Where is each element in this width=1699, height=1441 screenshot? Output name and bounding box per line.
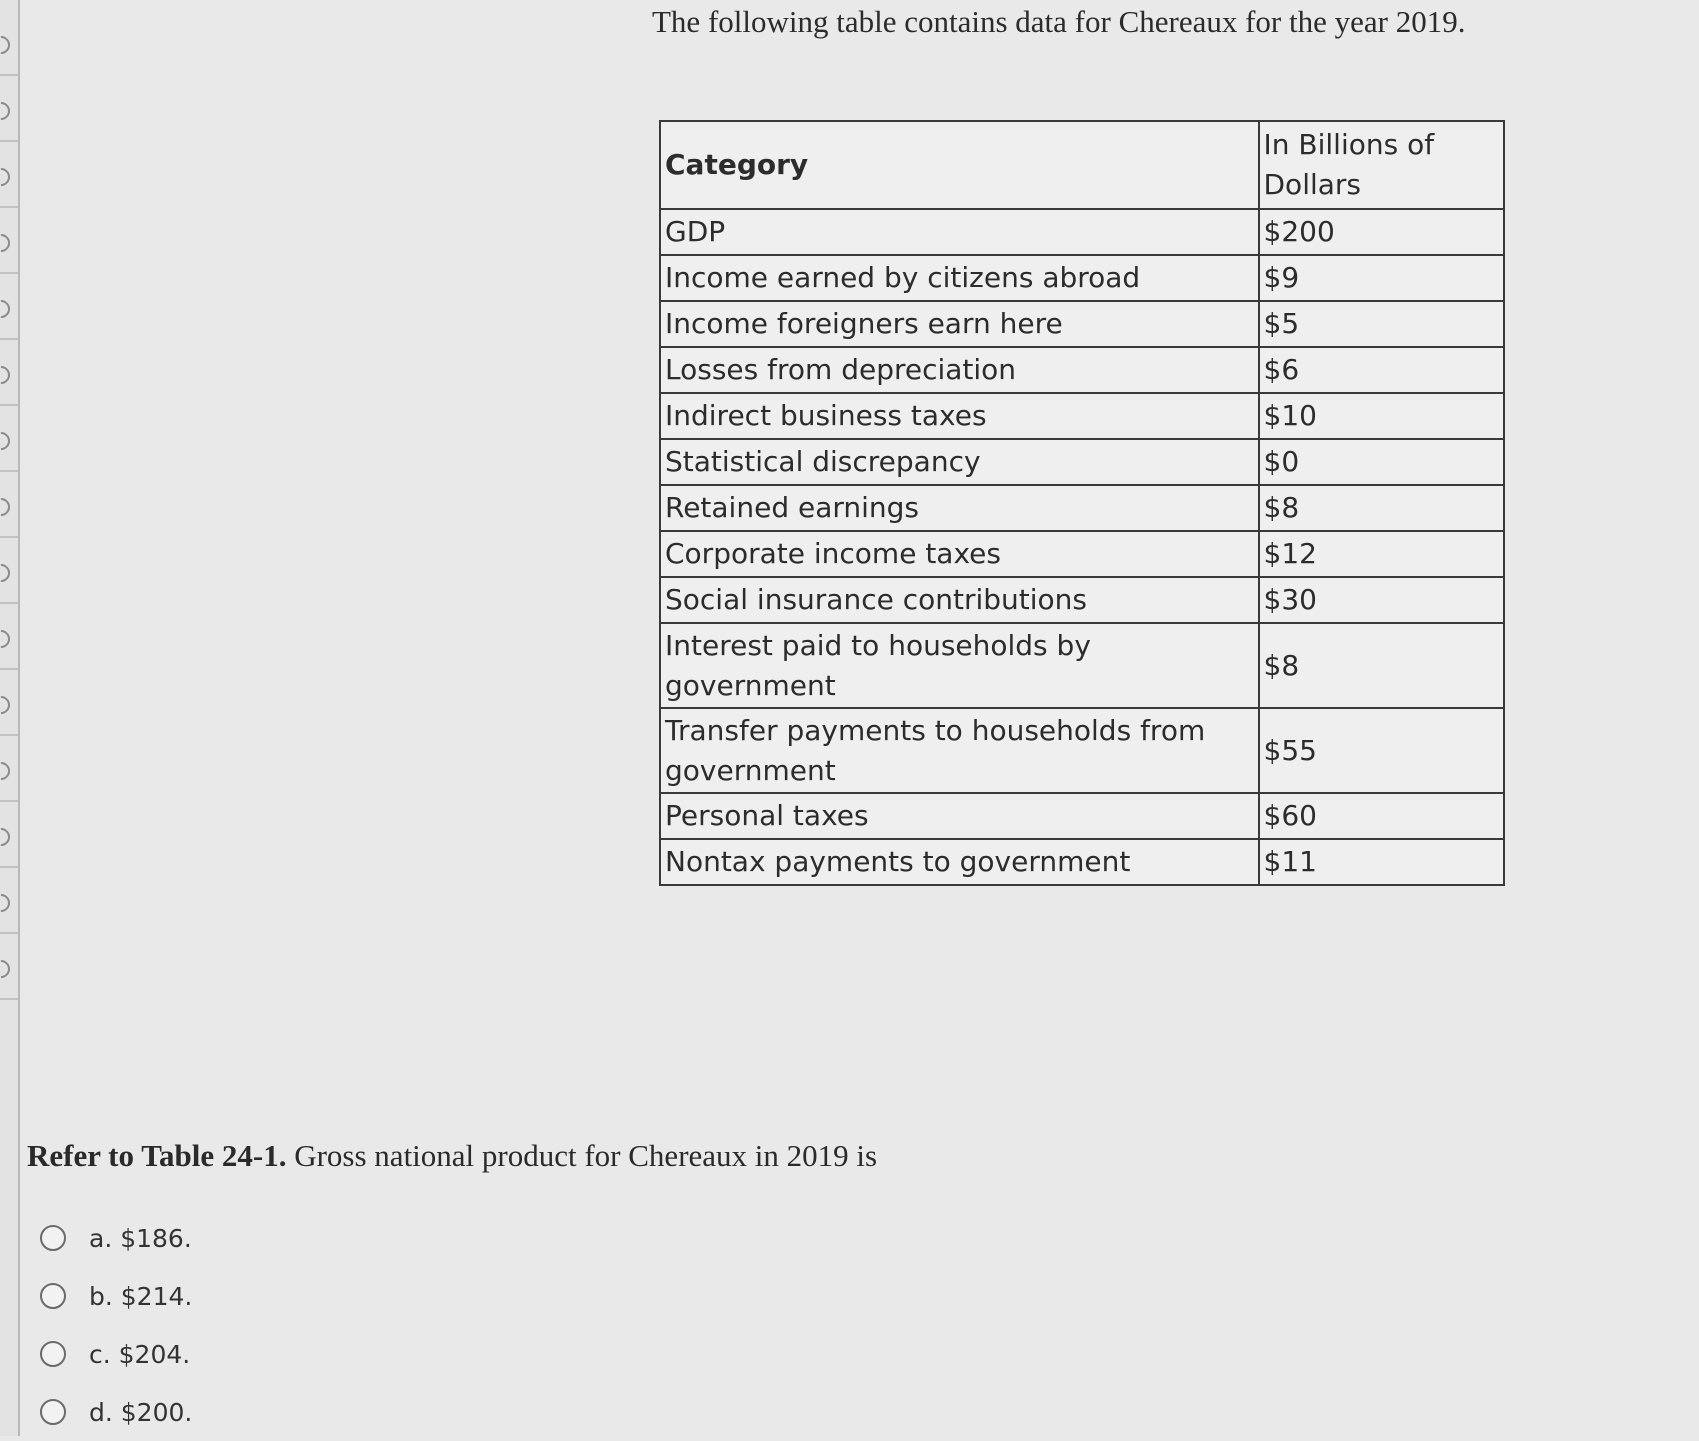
rail-divider	[0, 602, 18, 604]
category-header: Category	[660, 121, 1259, 209]
answer-option-c[interactable]	[40, 1325, 192, 1383]
nav-chevron-icon[interactable]	[0, 890, 14, 915]
value-cell: $6	[1259, 347, 1505, 393]
table-row	[660, 485, 1504, 531]
rail-divider	[0, 536, 18, 538]
nav-chevron-icon[interactable]	[0, 758, 14, 783]
rail-divider	[0, 338, 18, 340]
table-row	[660, 209, 1504, 255]
table-row	[660, 623, 1504, 708]
answer-option-a[interactable]	[40, 1209, 192, 1267]
radio-button-icon[interactable]	[40, 1399, 66, 1425]
answer-option-d[interactable]	[40, 1383, 192, 1441]
nav-chevron-icon[interactable]	[0, 824, 14, 849]
rail-divider	[0, 206, 18, 208]
nav-chevron-icon[interactable]	[0, 428, 14, 453]
value-cell: $8	[1259, 485, 1505, 531]
rail-divider	[0, 470, 18, 472]
nav-chevron-icon[interactable]	[0, 560, 14, 585]
value-cell: $5	[1259, 301, 1505, 347]
radio-button-icon[interactable]	[40, 1341, 66, 1367]
answer-option-label[interactable]: d. $200.	[89, 1397, 193, 1427]
table-row	[660, 577, 1504, 623]
value-cell: $9	[1259, 255, 1505, 301]
left-rail	[0, 0, 20, 1436]
nav-chevron-icon[interactable]	[0, 164, 14, 189]
radio-button-icon[interactable]	[40, 1283, 66, 1309]
category-cell: Income foreigners earn here	[660, 301, 1259, 347]
value-cell: $0	[1259, 439, 1505, 485]
category-cell: Nontax payments to government	[660, 839, 1259, 885]
nav-chevron-icon[interactable]	[0, 362, 14, 387]
category-cell: Income earned by citizens abroad	[660, 255, 1259, 301]
table-row	[660, 531, 1504, 577]
nav-chevron-icon[interactable]	[0, 692, 14, 717]
nav-chevron-icon[interactable]	[0, 32, 14, 57]
rail-divider	[0, 272, 18, 274]
question-body: Gross national product for Chereaux in 2019 is	[286, 1138, 878, 1173]
question-reference: Refer to Table 24-1.	[27, 1138, 287, 1173]
table-row	[660, 393, 1504, 439]
answer-option-label[interactable]: c. $204.	[89, 1339, 191, 1369]
data-table	[659, 120, 1505, 886]
value-cell: $10	[1259, 393, 1505, 439]
table-row	[660, 793, 1504, 839]
rail-divider	[0, 800, 18, 802]
value-cell: $12	[1259, 531, 1505, 577]
table-header-row	[660, 121, 1504, 209]
intro-text: The following table contains data for Chereaux for the year 2019.	[652, 4, 1466, 39]
value-cell: $60	[1259, 793, 1505, 839]
category-cell: GDP	[660, 209, 1259, 255]
answer-option-label[interactable]: b. $214.	[89, 1281, 193, 1311]
value-cell: $30	[1259, 577, 1505, 623]
category-cell: Interest paid to households by government	[660, 623, 1259, 708]
nav-chevron-icon[interactable]	[0, 296, 14, 321]
category-cell: Corporate income taxes	[660, 531, 1259, 577]
rail-divider	[0, 734, 18, 736]
category-cell: Statistical discrepancy	[660, 439, 1259, 485]
value-cell: $55	[1259, 708, 1505, 793]
answer-option-b[interactable]	[40, 1267, 192, 1325]
radio-button-icon[interactable]	[40, 1225, 66, 1251]
table-row	[660, 439, 1504, 485]
value-header: In Billions of Dollars	[1259, 121, 1505, 209]
value-cell: $8	[1259, 623, 1505, 708]
category-cell: Indirect business taxes	[660, 393, 1259, 439]
nav-chevron-icon[interactable]	[0, 494, 14, 519]
nav-chevron-icon[interactable]	[0, 230, 14, 255]
table-row	[660, 839, 1504, 885]
nav-chevron-icon[interactable]	[0, 626, 14, 651]
rail-divider	[0, 932, 18, 934]
category-cell: Transfer payments to households from government	[660, 708, 1259, 793]
rail-divider	[0, 404, 18, 406]
category-cell: Losses from depreciation	[660, 347, 1259, 393]
table-row	[660, 708, 1504, 793]
rail-divider	[0, 140, 18, 142]
category-cell: Social insurance contributions	[660, 577, 1259, 623]
rail-divider	[0, 668, 18, 670]
table-row	[660, 301, 1504, 347]
category-cell: Personal taxes	[660, 793, 1259, 839]
value-cell: $11	[1259, 839, 1505, 885]
rail-divider	[0, 866, 18, 868]
nav-chevron-icon[interactable]	[0, 956, 14, 981]
table-row	[660, 347, 1504, 393]
nav-chevron-icon[interactable]	[0, 98, 14, 123]
value-cell: $200	[1259, 209, 1505, 255]
rail-divider	[0, 998, 18, 1000]
rail-divider	[0, 74, 18, 76]
answer-option-label[interactable]: a. $186.	[89, 1223, 192, 1253]
question-text	[27, 1138, 877, 1174]
category-cell: Retained earnings	[660, 485, 1259, 531]
answer-options	[40, 1209, 192, 1441]
table-row	[660, 255, 1504, 301]
